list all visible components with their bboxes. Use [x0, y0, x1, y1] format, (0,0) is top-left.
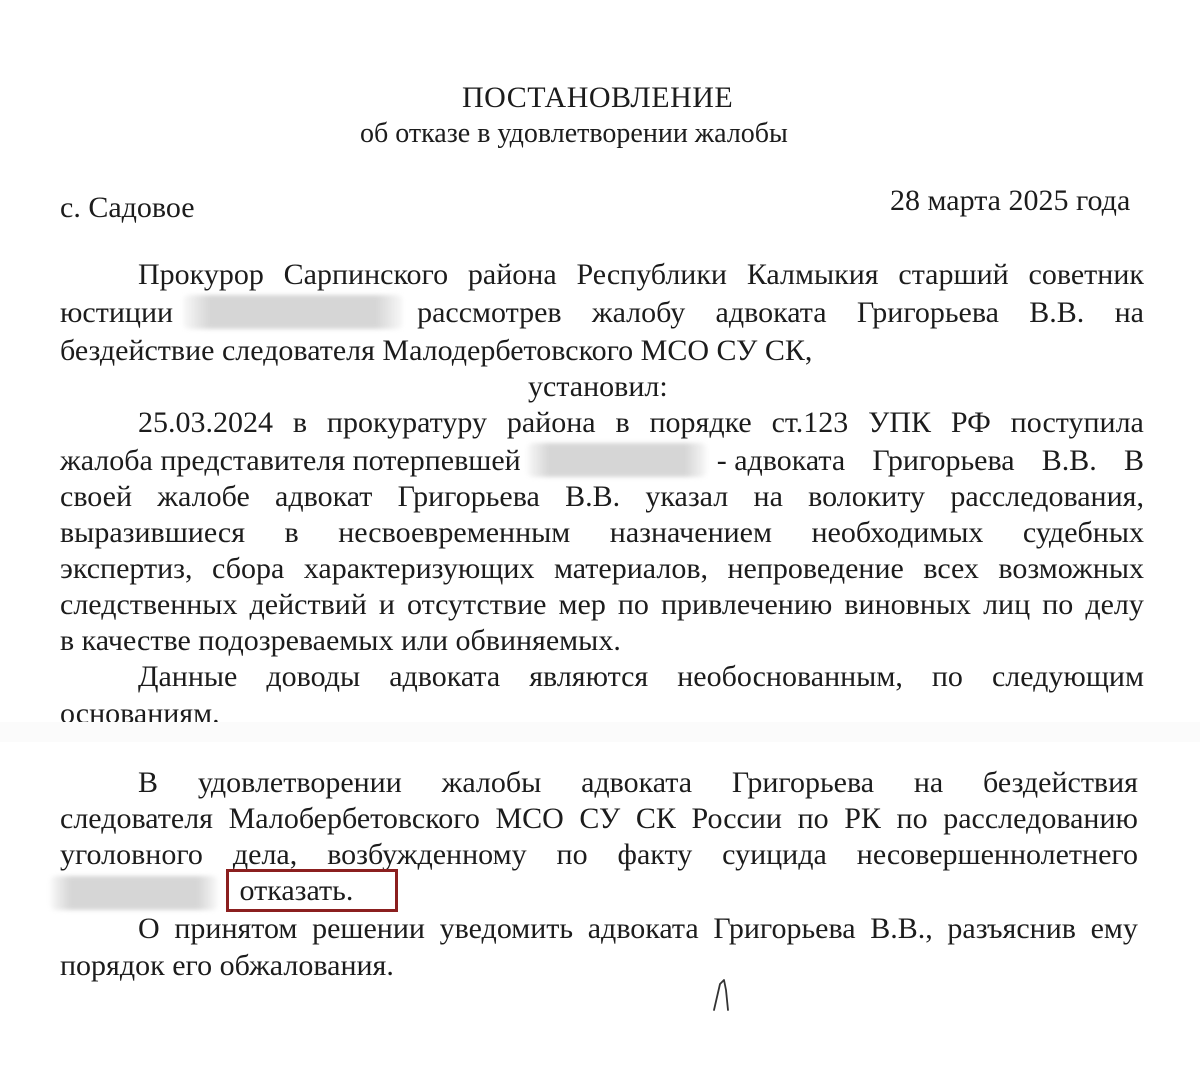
place-label: с. Садовое — [60, 191, 195, 224]
word: Малобербетовского — [228, 802, 480, 835]
word: лиц — [983, 588, 1031, 621]
word: и — [378, 588, 395, 621]
word: доводы — [266, 660, 361, 693]
word: непроведение — [727, 552, 904, 585]
page-seam — [0, 722, 1200, 742]
word: СУ — [579, 802, 621, 835]
word: на — [1114, 296, 1144, 329]
word: СК — [635, 802, 676, 835]
word: В.В. — [1041, 444, 1097, 477]
redacted-name-2 — [527, 443, 707, 477]
document-subtitle: об отказе в удовлетворении жалобы — [360, 118, 788, 149]
word: уголовного — [60, 838, 203, 871]
word: материалов, — [553, 552, 708, 585]
word: необходимых — [811, 516, 984, 549]
word: волокиту — [808, 480, 926, 513]
signature-mark — [708, 976, 738, 1012]
word: привлечению — [660, 588, 833, 621]
document-title: ПОСТАНОВЛЕНИЕ — [462, 81, 734, 114]
paragraph2-line6 — [60, 587, 1144, 623]
word: ему — [1090, 912, 1138, 945]
paragraph3-line1 — [138, 659, 1144, 695]
word: по — [896, 802, 928, 835]
word: Прокурор — [138, 258, 264, 291]
word: следующим — [991, 660, 1144, 693]
word: суицида — [722, 838, 827, 871]
paragraph5-line1 — [138, 911, 1138, 947]
word: адвоката — [389, 660, 501, 693]
word: несвоевременным — [338, 516, 571, 549]
word: РК — [844, 802, 881, 835]
word: расследованию — [943, 802, 1138, 835]
word: О — [138, 912, 160, 945]
word: факту — [617, 838, 693, 871]
word: уведомить — [439, 912, 574, 945]
word: Республики — [576, 258, 727, 291]
date-label: 28 марта 2025 года — [890, 184, 1131, 217]
paragraph2-line7: в качестве подозреваемых или обвиняемых. — [60, 624, 621, 657]
word: рассмотрев — [417, 296, 562, 329]
word: РФ — [950, 406, 991, 439]
refusal-highlight-box — [226, 869, 398, 912]
word: следственных — [60, 588, 238, 621]
established-label: установил: — [528, 370, 668, 403]
word: района — [506, 406, 596, 439]
word: - адвоката — [716, 444, 846, 477]
word: района — [467, 258, 557, 291]
redacted-name-1 — [183, 295, 403, 329]
paragraph2-line3 — [60, 479, 1144, 515]
word: жалобы — [441, 766, 542, 799]
word: 25.03.2024 — [138, 406, 273, 439]
word: виновных — [844, 588, 972, 621]
word: отсутствие — [407, 588, 547, 621]
word: В — [138, 766, 159, 799]
paragraph5-line2: порядок его обжалования. — [60, 949, 394, 982]
word: по — [617, 588, 649, 621]
word: судебных — [1022, 516, 1144, 549]
word: экспертиз, — [60, 552, 193, 585]
word: принятом — [174, 912, 298, 945]
word: Григорьева — [872, 444, 1015, 477]
word: В — [1123, 444, 1144, 477]
word: Григорьева — [856, 296, 999, 329]
paragraph2-line2-start: жалоба представителя потерпевшей — [60, 444, 521, 477]
word: адвоката — [587, 912, 699, 945]
paragraph2-line2 — [60, 443, 1144, 479]
word: по — [931, 660, 963, 693]
word: по — [797, 802, 829, 835]
word: сбора — [212, 552, 285, 585]
word: по — [556, 838, 588, 871]
word: мер — [558, 588, 606, 621]
word: МСО — [495, 802, 564, 835]
paragraph2-line1 — [138, 405, 1144, 441]
word: делу — [1085, 588, 1144, 621]
paragraph1-line2-start: юстиции — [60, 296, 174, 329]
word: Григорьева — [397, 480, 540, 513]
word: адвоката — [715, 296, 827, 329]
word: Данные — [138, 660, 238, 693]
word: порядке — [649, 406, 752, 439]
word: необоснованным, — [677, 660, 903, 693]
word: дела, — [232, 838, 298, 871]
word: в — [292, 406, 308, 439]
word: адвокат — [275, 480, 373, 513]
redacted-name-3 — [50, 876, 218, 910]
word: возможных — [998, 552, 1144, 585]
word: в — [284, 516, 299, 549]
paragraph4-line1 — [138, 765, 1138, 801]
word: Григорьева — [731, 766, 875, 799]
word: несовершеннолетнего — [856, 838, 1138, 871]
word: характеризующих — [303, 552, 535, 585]
word: В.В. — [1029, 296, 1085, 329]
word: ст.123 — [771, 406, 849, 439]
word: в — [615, 406, 630, 439]
word: удовлетворении — [197, 766, 402, 799]
word: старший — [898, 258, 1009, 291]
word: всех — [923, 552, 979, 585]
word: Сарпинского — [283, 258, 449, 291]
word: назначением — [609, 516, 772, 549]
word: поступила — [1010, 406, 1144, 439]
word: на — [753, 480, 783, 513]
word: решении — [312, 912, 425, 945]
paragraph2-line4 — [60, 515, 1144, 551]
word: своей — [60, 480, 133, 513]
paragraph4-line2 — [60, 801, 1138, 837]
word: Григорьева — [713, 912, 856, 945]
paragraph1-line1 — [138, 257, 1144, 293]
paragraph1-line3: бездействие следователя Малодербетовского МСО СУ СК, — [60, 334, 813, 367]
word: указал — [645, 480, 729, 513]
word: следователя — [60, 802, 213, 835]
word: В.В., — [870, 912, 933, 945]
word: по — [1042, 588, 1074, 621]
paragraph4-line3 — [60, 837, 1138, 873]
word: В.В. — [565, 480, 621, 513]
refusal-word: отказать. — [239, 874, 354, 907]
word: действий — [249, 588, 367, 621]
paragraph3-line2: основаниям. — [60, 697, 220, 722]
word: России — [691, 802, 782, 835]
paragraph2-line2-rest — [717, 443, 1144, 479]
word: Калмыкия — [746, 258, 879, 291]
paragraph1-line2-rest — [417, 295, 1144, 331]
word: бездействия — [983, 766, 1138, 799]
word: адвоката — [581, 766, 693, 799]
word: расследования, — [950, 480, 1144, 513]
word: жалобу — [591, 296, 686, 329]
word: выразившиеся — [60, 516, 246, 549]
word: советник — [1028, 258, 1144, 291]
word: разъяснив — [947, 912, 1076, 945]
word: возбужденному — [327, 838, 527, 871]
word: прокуратуру — [326, 406, 487, 439]
word: жалобе — [157, 480, 250, 513]
word: УПК — [868, 406, 932, 439]
word: являются — [529, 660, 649, 693]
paragraph2-line5 — [60, 551, 1144, 587]
paragraph1-line2 — [60, 295, 1144, 331]
word: на — [913, 766, 944, 799]
